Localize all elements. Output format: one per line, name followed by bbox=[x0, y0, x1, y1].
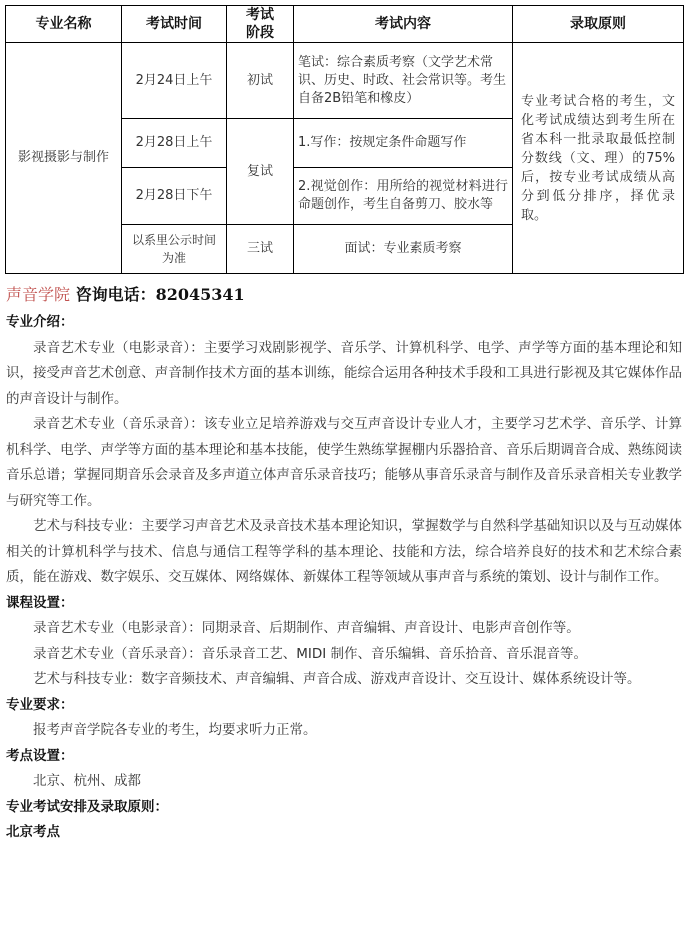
requirements-text: 报考声音学院各专业的考生，均要求听力正常。 bbox=[33, 722, 317, 738]
course-item: 录音艺术专业（电影录音）：同期录音、后期制作、声音编辑、声音设计、电影声音创作等。 bbox=[33, 620, 580, 636]
arrangement-heading: 专业考试安排及录取原则： bbox=[6, 798, 168, 815]
exam-schedule-table bbox=[5, 5, 684, 274]
exam-content-cell: 2.视觉创作：用所给的视觉材料进行命题创作，考生自备剪刀、胶水等 bbox=[294, 168, 513, 225]
exam-content-cell: 面试：专业素质考察 bbox=[294, 225, 513, 274]
exam-time-cell: 2月28日上午 bbox=[122, 119, 227, 168]
exam-stage-cell: 复试 bbox=[227, 119, 294, 225]
intro-paragraph: 艺术与科技专业：主要学习声音艺术及录音技术基本理论知识，掌握数学与自然科学基础知识以及与互动媒体相关的计算机科学与技术、信息与通信工程等学科的基本理论、技能和方法，综合培养良好的技术和艺术综合素质，能在游戏、数字娱乐、交互媒体、网络媒体、新媒体工程等领域从事声音与系统的策划、设计与制作工作。 bbox=[6, 518, 682, 585]
requirements-heading: 专业要求： bbox=[6, 696, 74, 713]
header-exam-content: 考试内容 bbox=[294, 6, 513, 43]
contact-phone: 82045341 bbox=[155, 285, 245, 304]
intro-paragraph: 录音艺术专业（电影录音）：主要学习戏剧影视学、音乐学、计算机科学、电学、声学等方面的基本理论和知识，接受声音艺术创意、声音制作技术方面的基本训练，能综合运用各种技术手段和工具进行影视及其它媒体作品的声音设计与制作。 bbox=[6, 339, 682, 407]
exam-time-cell: 2月24日上午 bbox=[122, 43, 227, 119]
exam-stage-cell: 三试 bbox=[227, 225, 294, 274]
header-exam-time: 考试时间 bbox=[122, 6, 227, 43]
course-item: 艺术与科技专业：数字音频技术、声音编辑、声音合成、游戏声音设计、交互设计、媒体系统设计等。 bbox=[33, 671, 641, 687]
exam-sites-text: 北京、杭州、成都 bbox=[33, 773, 141, 789]
header-admission-rule: 录取原则 bbox=[513, 6, 684, 43]
exam-stage-cell: 初试 bbox=[227, 43, 294, 119]
exam-content-cell: 笔试：综合素质考察（文学艺术常识、历史、时政、社会常识等。考生自备2B铅笔和橡皮） bbox=[294, 43, 513, 119]
header-major: 专业名称 bbox=[6, 6, 122, 43]
contact-label: 咨询电话： bbox=[70, 285, 156, 304]
major-name-cell: 影视摄影与制作 bbox=[6, 43, 122, 274]
school-content bbox=[6, 310, 682, 846]
intro-paragraph: 录音艺术专业（音乐录音）：该专业立足培养游戏与交互声音设计专业人才，主要学习艺术学、音乐学、计算机科学、电学、声学等方面的基本理论和基本技能，使学生熟练掌握棚内乐器拾音、音乐后期调音合成、熟练阅读音乐总谱；掌握同期音乐会录音及多声道立体声音乐录音技巧；能够从事音乐录音与制作及音乐录音相关专业教学与研究等工作。 bbox=[6, 416, 682, 509]
courses-heading: 课程设置： bbox=[6, 594, 74, 611]
header-exam-stage: 考试阶段 bbox=[227, 6, 294, 43]
admission-rule-cell: 专业考试合格的考生，文化考试成绩达到考生所在省本科一批录取最低控制分数线（文、理）的75%后，按专业考试成绩从高分到低分排序，择优录取。 bbox=[513, 43, 684, 274]
table-row bbox=[6, 43, 684, 119]
exam-sites-heading: 考点设置： bbox=[6, 747, 74, 764]
exam-time-cell: 2月28日下午 bbox=[122, 168, 227, 225]
school-title bbox=[6, 284, 245, 306]
intro-heading: 专业介绍： bbox=[6, 314, 74, 330]
exam-content-cell: 1.写作：按规定条件命题写作 bbox=[294, 119, 513, 168]
beijing-site-heading: 北京考点 bbox=[6, 824, 60, 840]
course-item: 录音艺术专业（音乐录音）：音乐录音工艺、MIDI 制作、音乐编辑、音乐拾音、音乐混音等。 bbox=[33, 645, 588, 662]
table-header-row bbox=[6, 6, 684, 43]
exam-time-cell: 以系里公示时间为准 bbox=[122, 225, 227, 274]
school-name: 声音学院 bbox=[6, 285, 71, 304]
